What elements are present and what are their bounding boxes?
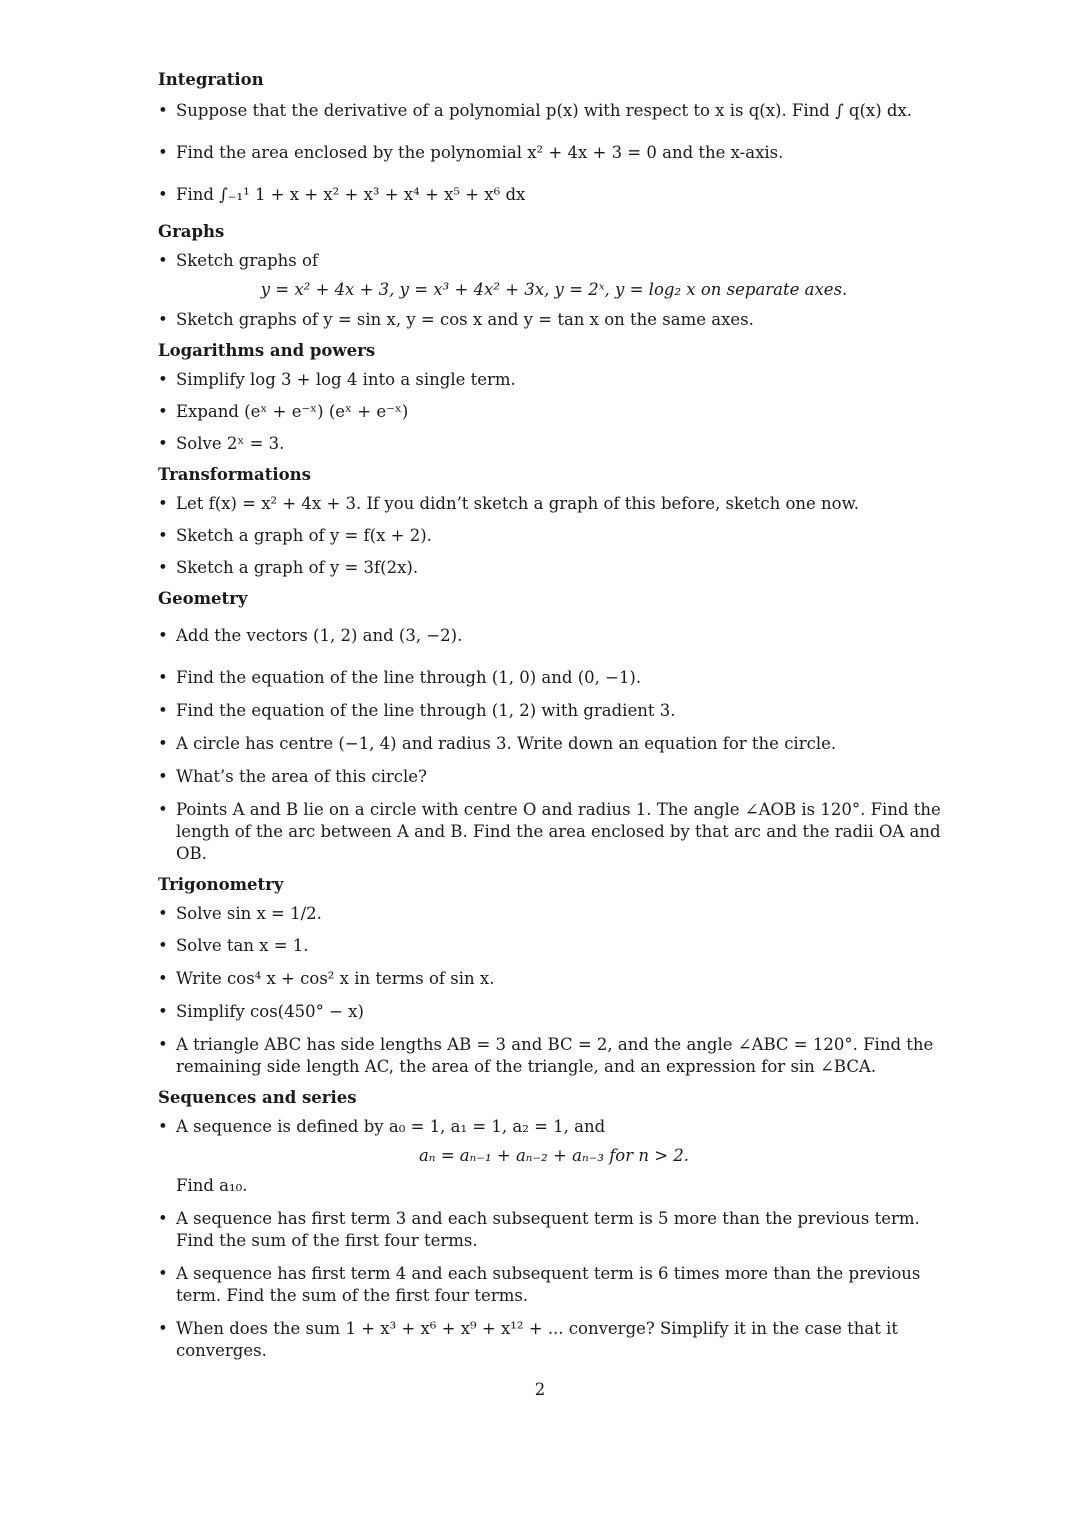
item-continuation: Find a₁₀. bbox=[176, 1176, 248, 1195]
section-title-sequences: Sequences and series bbox=[158, 1088, 357, 1107]
list-item: • Sketch graphs of y = sin x, y = cos x and y = tan x on the same axes. bbox=[158, 310, 754, 329]
list-item: • Sketch a graph of y = 3f(2x). bbox=[158, 558, 419, 577]
list-item: • Suppose that the derivative of a polynomial p(x) with respect to x is q(x). Find ∫ q(x) dx. bbox=[158, 101, 913, 120]
list-item: • A circle has centre (−1, 4) and radius 3. Write down an equation for the circle. bbox=[158, 734, 837, 753]
list-item: • When does the sum 1 + x³ + x⁶ + x⁹ + x¹² + ... converge? Simplify it in the case that it converges. bbox=[158, 1319, 899, 1360]
list-item: • Sketch a graph of y = f(x + 2). bbox=[158, 526, 432, 545]
list-item: • Points A and B lie on a circle with centre O and radius 1. The angle ∠AOB is 120°. Find the length of the arc between A and B. Find the area enclosed by that arc and the radii OA and OB. bbox=[158, 800, 941, 863]
section-title-geometry: Geometry bbox=[158, 589, 248, 608]
list-item: • Write cos⁴ x + cos² x in terms of sin x. bbox=[158, 969, 495, 988]
list-item: • What’s the area of this circle? bbox=[158, 767, 427, 786]
list-item: • Solve sin x = 1/2. bbox=[158, 904, 322, 923]
exercise-list bbox=[158, 68, 950, 1362]
list-item: • Expand (eˣ + e⁻ˣ) (eˣ + e⁻ˣ) bbox=[158, 402, 409, 421]
section-title-graphs: Graphs bbox=[158, 222, 225, 241]
section-title-transformations: Transformations bbox=[158, 465, 311, 484]
list-item: • Solve 2ˣ = 3. bbox=[158, 434, 285, 453]
list-item: • Solve tan x = 1. bbox=[158, 936, 309, 955]
list-item: • Find the area enclosed by the polynomial x² + 4x + 3 = 0 and the x-axis. bbox=[158, 143, 784, 162]
list-item: • Let f(x) = x² + 4x + 3. If you didn’t sketch a graph of this before, sketch one now. bbox=[158, 494, 860, 513]
list-item: • A triangle ABC has side lengths AB = 3 and BC = 2, and the angle ∠ABC = 120°. Find the remaining side length AC, the area of the triangle, and an expression for sin ∠BCA. bbox=[158, 1035, 934, 1076]
page-number: 2 bbox=[534, 1380, 546, 1399]
list-item: • Simplify log 3 + log 4 into a single term. bbox=[158, 370, 516, 389]
list-item: • Find ∫₋₁¹ 1 + x + x² + x³ + x⁴ + x⁵ + x⁶ dx bbox=[158, 185, 526, 204]
list-item: • Add the vectors (1, 2) and (3, −2). bbox=[158, 626, 463, 645]
section-title-trigonometry: Trigonometry bbox=[158, 875, 284, 894]
list-item: • A sequence has first term 4 and each subsequent term is 6 times more than the previous term. Find the sum of the first four terms. bbox=[158, 1264, 921, 1305]
list-item: • A sequence is defined by a₀ = 1, a₁ = 1, a₂ = 1, and bbox=[158, 1117, 606, 1136]
display-equation: y = x² + 4x + 3, y = x³ + 4x² + 3x, y = 2ˣ, y = log₂ x on separate axes. bbox=[260, 280, 848, 299]
list-item: • Simplify cos(450° − x) bbox=[158, 1002, 364, 1021]
list-item: • Sketch graphs of bbox=[158, 251, 319, 270]
section-title-logarithms: Logarithms and powers bbox=[158, 341, 376, 360]
list-item: • Find the equation of the line through (1, 2) with gradient 3. bbox=[158, 701, 676, 720]
list-item: • Find the equation of the line through (1, 0) and (0, −1). bbox=[158, 668, 642, 687]
list-item: • A sequence has first term 3 and each subsequent term is 5 more than the previous term. Find the sum of the first four terms. bbox=[158, 1209, 920, 1250]
display-equation: aₙ = aₙ₋₁ + aₙ₋₂ + aₙ₋₃ for n > 2. bbox=[418, 1146, 690, 1165]
section-title-integration: Integration bbox=[158, 70, 264, 89]
